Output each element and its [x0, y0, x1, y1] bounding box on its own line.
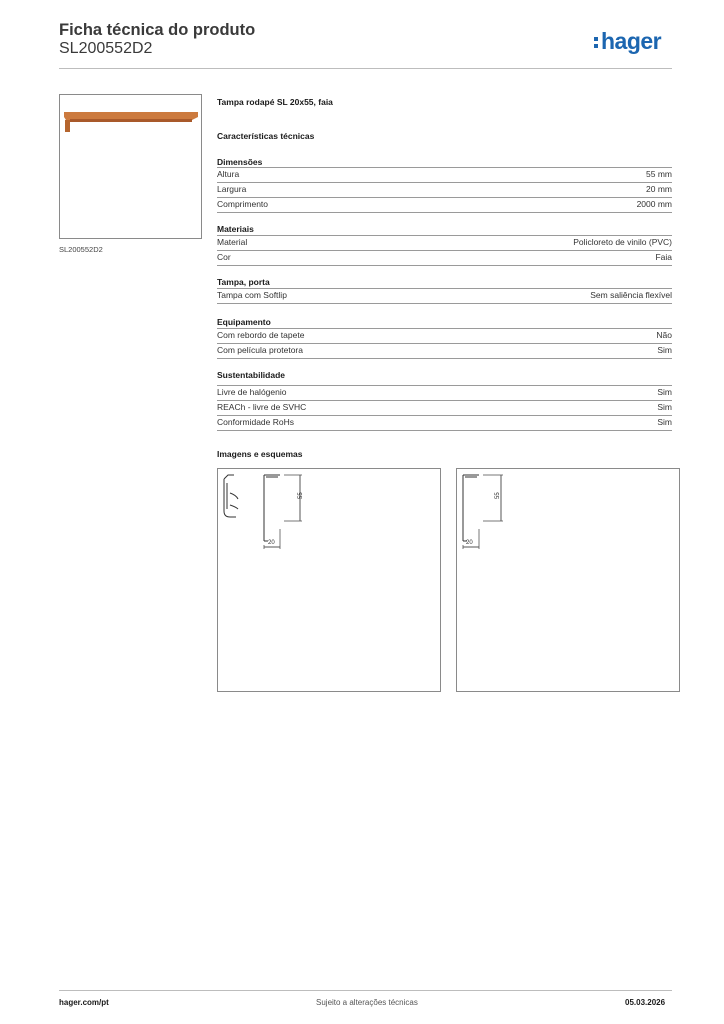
drawing-box-2: [456, 468, 680, 692]
spec-value: Sim: [657, 417, 672, 427]
spec-value: Sim: [657, 345, 672, 355]
spec-key: Livre de halógenio: [217, 387, 287, 397]
spec-key: Comprimento: [217, 199, 269, 209]
spec-value: Sim: [657, 402, 672, 412]
dim-width-label: 20: [268, 540, 275, 546]
header-divider: [59, 68, 672, 69]
images-heading: Imagens e esquemas: [217, 449, 303, 459]
logo-text: hager: [601, 28, 662, 54]
tech-heading: Características técnicas: [217, 131, 315, 141]
profile-drawing-1: [218, 469, 440, 691]
product-name: Tampa rodapé SL 20x55, faia: [217, 97, 333, 107]
drawing-box-1: [217, 468, 441, 692]
spec-row: [217, 328, 672, 343]
dim-height-label: 55: [298, 492, 304, 499]
image-caption: SL200552D2: [59, 245, 103, 254]
hager-logo: [594, 28, 661, 55]
spec-value: Faia: [655, 252, 672, 262]
spec-row: [217, 343, 672, 359]
spec-key: Largura: [217, 184, 247, 194]
spec-key: Com película protetora: [217, 345, 303, 355]
spec-row: [217, 250, 672, 266]
logo-dots-icon: [594, 34, 599, 50]
spec-row: [217, 182, 672, 197]
spec-key: Com rebordo de tapete: [217, 330, 305, 340]
spec-value: 55 mm: [646, 169, 672, 179]
section-title: Tampa, porta: [217, 277, 270, 287]
spec-value: Policloreto de vinilo (PVC): [573, 237, 672, 247]
profile-drawing-2: [457, 469, 679, 691]
spec-row: [217, 167, 672, 182]
spec-value: Sim: [657, 387, 672, 397]
spec-row: [217, 415, 672, 431]
footer-url[interactable]: hager.com/pt: [59, 998, 109, 1007]
dim-height-label: 55: [495, 492, 501, 499]
spec-value: Sem saliência flexível: [590, 290, 672, 300]
section-title: Equipamento: [217, 317, 271, 327]
footer-date: 05.03.2026: [625, 998, 666, 1007]
spec-key: Tampa com Softlip: [217, 290, 287, 300]
spec-value: 2000 mm: [636, 199, 672, 209]
section-title: Sustentabilidade: [217, 370, 286, 380]
spec-row: [217, 288, 672, 304]
dim-width-label: 20: [466, 540, 473, 546]
spec-row: [217, 235, 672, 250]
spec-row: [217, 197, 672, 213]
spec-key: Material: [217, 237, 248, 247]
skirting-cover-image: [60, 95, 201, 238]
spec-key: Cor: [217, 252, 231, 262]
footer-divider: [59, 990, 672, 991]
spec-value: Não: [656, 330, 672, 340]
spec-row: [217, 385, 672, 400]
section-title: Materiais: [217, 224, 254, 234]
spec-key: REACh - livre de SVHC: [217, 402, 307, 412]
product-image: [59, 94, 202, 239]
spec-row: [217, 400, 672, 415]
product-code: SL200552D2: [59, 40, 153, 57]
spec-key: Altura: [217, 169, 240, 179]
spec-value: 20 mm: [646, 184, 672, 194]
spec-key: Conformidade RoHs: [217, 417, 295, 427]
footer-notice: Sujeito a alterações técnicas: [316, 998, 418, 1007]
page-title: Ficha técnica do produto: [59, 21, 256, 39]
section-title: Dimensões: [217, 157, 263, 167]
